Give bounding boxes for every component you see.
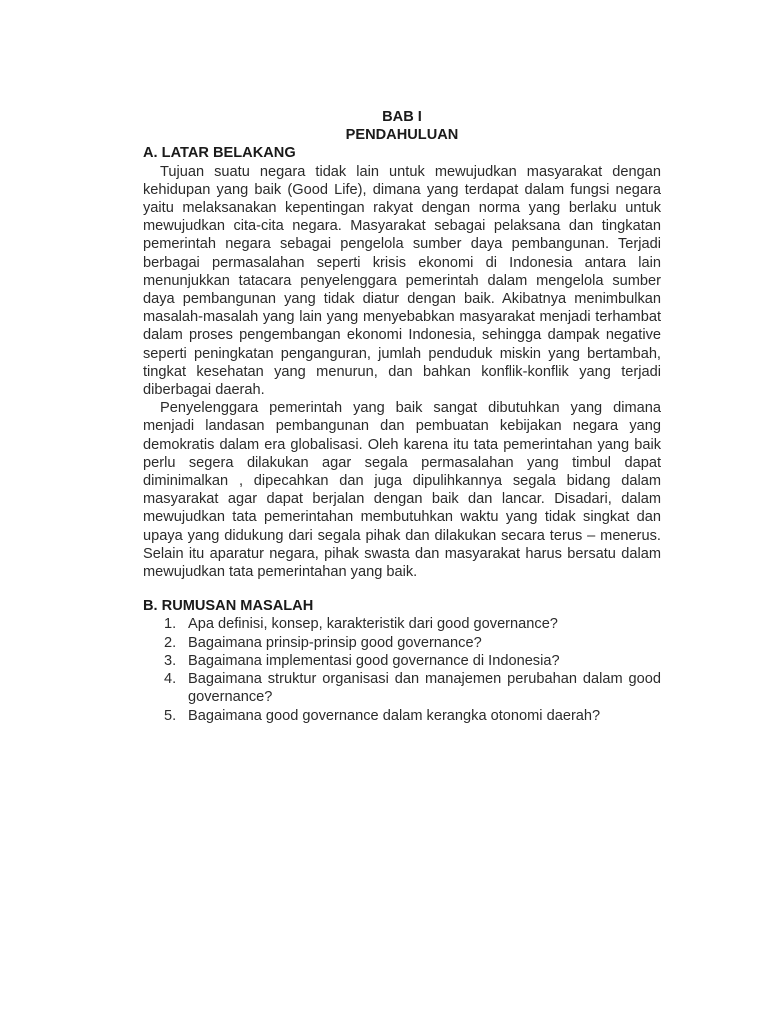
list-item-number: 3. <box>164 652 177 669</box>
list-item-number: 1. <box>164 616 177 633</box>
chapter-number: BAB I <box>382 109 422 125</box>
section-heading-latar-belakang: A. LATAR BELAKANG <box>143 145 296 162</box>
document-page <box>143 108 661 725</box>
list-item-text: Bagaimana struktur organisasi dan manajemen perubahan dalam good governance? <box>188 671 661 706</box>
chapter-title: PENDAHULUAN <box>345 127 459 144</box>
list-item <box>143 615 661 633</box>
paragraph-1: Tujuan suatu negara tidak lain untuk mewujudkan masyarakat dengan kehidupan yang baik (Good Life), dimana yang terdapat dalam fungsi negara yaitu melaksanakan kepentingan rakyat dengan norma yang berlaku untuk mewujudkan cita-cita negara. Masyarakat sebagai pelaksana dan tingkatan pemerintah negara sebagai pengelola sumber daya pembangunan. Terjadi berbagai permasalahan seperti krisis ekonomi di Indonesia antara lain menunjukkan tatacara penyelenggara pemerintah dalam mengelola sumber daya pembangunan yang tidak diatur dengan baik. Akibatnya menimbulkan masalah-masalah yang lain yang menyebabkan masyarakat menjadi terhambat dalam proses pengembangan ekonomi Indonesia, sehingga dampak negative seperti peningkatan penganguran, jumlah penduduk miskin yang bertambah, tingkat kesehatan yang menurun, dan bahkan konflik-konflik yang terjadi diberbagai daerah. <box>143 163 661 399</box>
list-item-text: Bagaimana good governance dalam kerangka otonomi daerah? <box>188 707 601 724</box>
list-item-text: Bagaimana implementasi good governance di Indonesia? <box>188 652 560 669</box>
list-item <box>143 670 661 706</box>
section-heading-rumusan-masalah: B. RUMUSAN MASALAH <box>143 598 314 615</box>
list-item-number: 2. <box>164 634 177 651</box>
problem-list <box>143 615 661 724</box>
list-item-number: 5. <box>164 707 177 724</box>
section-spacer <box>143 581 661 597</box>
paragraph-2: Penyelenggara pemerintah yang baik sangat dibutuhkan yang dimana menjadi landasan pembangunan dan pembuatan kebijakan negara yang demokratis dalam era globalisasi. Oleh karena itu tata pemerintahan yang baik perlu segera dilakukan agar segala permasalahan yang timbul dapat diminimalkan , dipecahkan dan juga dipulihkannya segala bidang dalam masyarakat agar dapat berjalan dengan baik dan lancar. Disadari, dalam mewujudkan tata pemerintahan membutuhkan waktu yang tidak singkat dan upaya yang didukung dari segala pihak dan dilakukan secara terus – menerus. Selain itu aparatur negara, pihak swasta dan masyarakat harus bersatu dalam mewujudkan tata pemerintahan yang baik. <box>143 400 661 581</box>
list-item-text: Apa definisi, konsep, karakteristik dari good governance? <box>188 616 558 633</box>
list-item <box>143 634 661 652</box>
list-item <box>143 707 661 725</box>
list-item <box>143 652 661 670</box>
list-item-number: 4. <box>164 671 177 688</box>
list-item-text: Bagaimana prinsip-prinsip good governance? <box>188 634 482 651</box>
